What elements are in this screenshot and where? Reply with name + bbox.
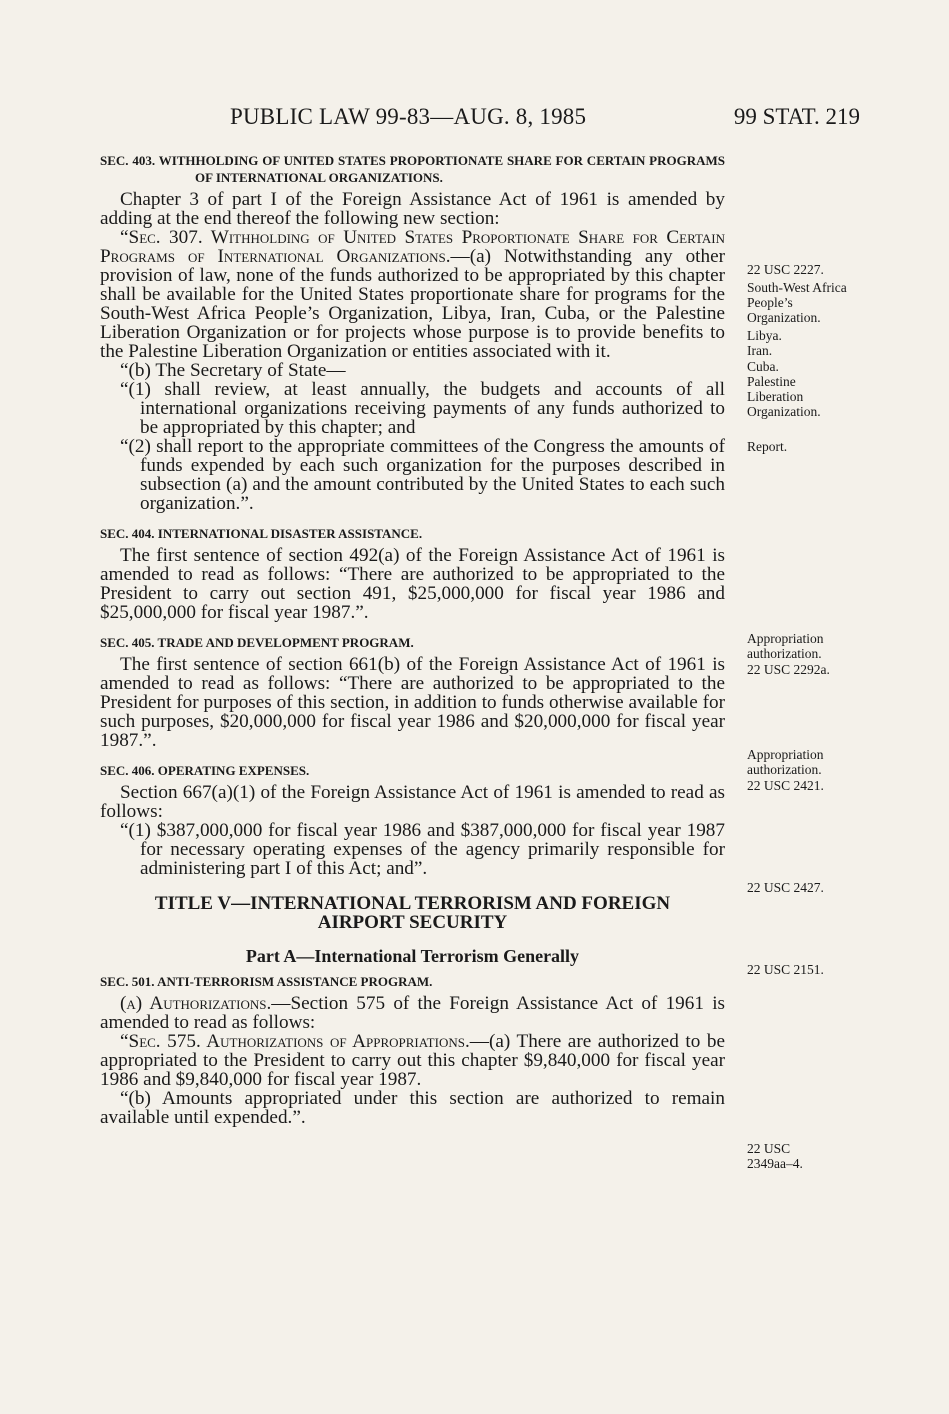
section-575-paragraph bbox=[100, 1032, 725, 1089]
margin-note-swapo: South-West Africa People’s Organization. bbox=[747, 280, 847, 325]
margin-note-usc2151: 22 USC 2151. bbox=[747, 962, 824, 977]
part-a-heading: Part A—International Terrorism Generally bbox=[245, 946, 580, 966]
margin-note-usc2427: 22 USC 2427. bbox=[747, 880, 824, 895]
margin-note-cuba: Cuba. bbox=[747, 359, 779, 374]
section-307-text: —(a) Notwithstanding any other provision of law, none of the funds authorized to be appropriated by this chapter shall be available for the United States proportionate share for programs for the South-West Africa People’s Organization, Libya, Iran, Cuba, or the Palestine Liberation Organization or for projects whose purpose is to provide benefits to the Palestine Liberation Organization or entities associated with it. bbox=[100, 246, 726, 362]
subsection-b-intro: “(b) The Secretary of State— bbox=[120, 360, 346, 381]
section-405-heading: SEC. 405. TRADE AND DEVELOPMENT PROGRAM. bbox=[100, 635, 414, 650]
section-307-label: “Sec. 307. Withholding of United States Proportionate Share for Certain Programs of International Organizations. bbox=[100, 227, 725, 267]
section-501-a-text: —Section 575 of the Foreign Assistance Act of 1961 is amended to read as follows: bbox=[100, 993, 725, 1033]
margin-note-approp-404: Appropriation authorization. bbox=[747, 631, 824, 661]
section-406-quote: “(1) $387,000,000 for fiscal year 1986 and $387,000,000 for fiscal year 1987 for necessary operating expenses of the agency primarily responsible for administering part I of this Act; and”. bbox=[120, 820, 725, 879]
page-header bbox=[100, 104, 860, 136]
section-404-heading: SEC. 404. INTERNATIONAL DISASTER ASSISTANCE. bbox=[100, 526, 423, 541]
margin-note-libya: Libya. bbox=[747, 328, 782, 343]
section-403-heading: SEC. 403. WITHHOLDING OF UNITED STATES PROPORTIONATE SHARE FOR CERTAIN PROGRAMS OF INTERNATIONAL ORGANIZATIONS. bbox=[100, 153, 725, 185]
section-501-heading: SEC. 501. ANTI-TERRORISM ASSISTANCE PROGRAM. bbox=[100, 974, 433, 989]
document-body bbox=[100, 152, 725, 1127]
section-575-text: —(a) There are authorized to be appropriated to the President to carry out this chapter $9,840,000 for fiscal year 1986 and $9,840,000 for fiscal year 1987. bbox=[100, 1031, 725, 1090]
section-405-text: The first sentence of section 661(b) of the Foreign Assistance Act of 1961 is amended to read as follows: “There are authorized to be appropriated to the President for purposes of this section, in addition to funds otherwise available for such purposes, $20,000,000 for fiscal year 1986 and $20,000,000 for fiscal year 1987.”. bbox=[100, 654, 725, 751]
section-403-intro: Chapter 3 of part I of the Foreign Assistance Act of 1961 is amended by adding at the end thereof the following new section: bbox=[100, 189, 725, 229]
title-v-line1: TITLE V—INTERNATIONAL TERRORISM AND FOREIGN bbox=[154, 893, 671, 914]
law-title: PUBLIC LAW 99-83—AUG. 8, 1985 bbox=[230, 104, 587, 129]
title-v-line2: AIRPORT SECURITY bbox=[317, 912, 508, 933]
subsection-b1: “(1) shall review, at least annually, the budgets and accounts of all international organizations receiving payments of any funds authorized to be appropriated by this chapter; and bbox=[120, 379, 725, 438]
margin-note-report: Report. bbox=[747, 439, 788, 454]
section-501-a-label: (a) Authorizations. bbox=[120, 993, 272, 1014]
section-307-paragraph bbox=[100, 228, 725, 361]
section-406-text: Section 667(a)(1) of the Foreign Assistance Act of 1961 is amended to read as follows: bbox=[100, 782, 725, 822]
margin-note-usc2227: 22 USC 2227. bbox=[747, 262, 824, 277]
margin-note-usc2349: 22 USC 2349aa–4. bbox=[747, 1141, 803, 1171]
section-575-label: “Sec. 575. Authorizations of Appropriations. bbox=[120, 1031, 470, 1052]
section-406-heading: SEC. 406. OPERATING EXPENSES. bbox=[100, 763, 310, 778]
margin-note-approp-405: Appropriation authorization. bbox=[747, 747, 824, 777]
stat-citation: 99 STAT. 219 bbox=[733, 104, 860, 129]
subsection-b2: “(2) shall report to the appropriate committees of the Congress the amounts of funds expended by each such organization for the purposes described in subsection (a) and the amount contributed by the United States to each such organization.”. bbox=[120, 436, 725, 514]
margin-note-iran: Iran. bbox=[747, 343, 773, 358]
section-404-text: The first sentence of section 492(a) of the Foreign Assistance Act of 1961 is amended to read as follows: “There are authorized to be appropriated to the President to carry out section 491, $25,000,000 for fiscal year 1986 and $25,000,000 for fiscal year 1987.”. bbox=[100, 545, 725, 623]
margin-note-plo: Palestine Liberation Organization. bbox=[747, 374, 821, 419]
margin-note-usc2421: 22 USC 2421. bbox=[747, 778, 824, 793]
section-575-b: “(b) Amounts appropriated under this section are authorized to remain available until expended.”. bbox=[100, 1088, 725, 1128]
margin-note-usc2292a: 22 USC 2292a. bbox=[747, 662, 830, 677]
section-501-a bbox=[100, 994, 725, 1032]
